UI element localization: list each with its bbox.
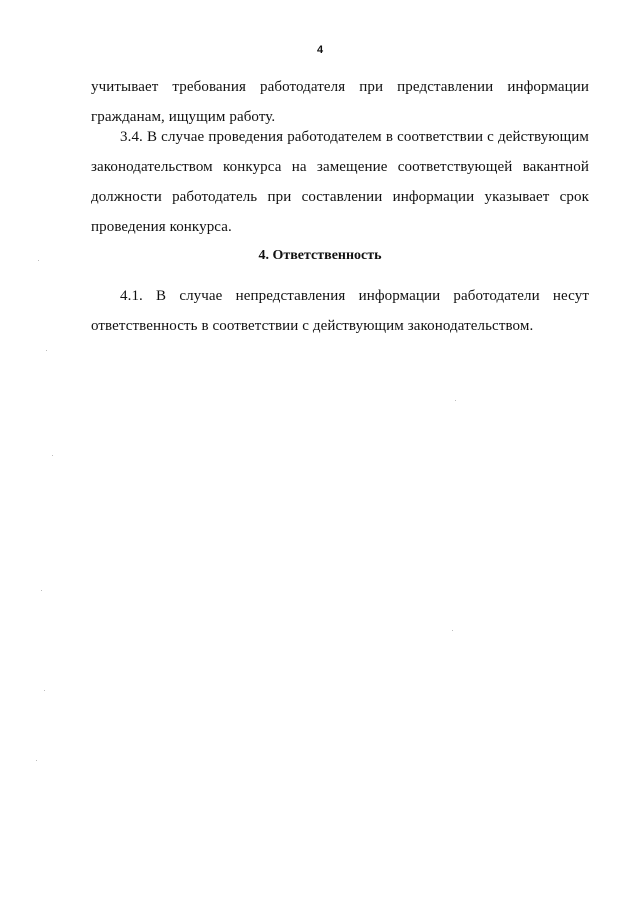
scan-speck (52, 455, 53, 456)
scan-speck (455, 400, 456, 401)
scan-speck (38, 260, 39, 261)
section-heading: 4. Ответственность (258, 248, 382, 263)
paragraph-line: проведения конкурса. (91, 219, 232, 235)
scan-speck (44, 690, 45, 691)
paragraph-line: гражданам, ищущим работу. (91, 109, 276, 125)
scan-speck (36, 760, 37, 761)
paragraph-3-4 (91, 122, 589, 242)
scan-speck (452, 630, 453, 631)
paragraph-line: 4.1. В случае непредставления информации работодатели несут (120, 288, 589, 304)
page-number: 4 (316, 44, 324, 56)
scan-speck (41, 590, 42, 591)
paragraph-line: ответственность в соответствии с действующим законодательством. (91, 318, 534, 334)
paragraph-line: учитывает требования работодателя при представлении информации (91, 79, 589, 95)
paragraph-4-1 (91, 281, 589, 341)
scan-speck (46, 350, 47, 351)
paragraph-line: законодательством конкурса на замещение соответствующей вакантной (91, 159, 589, 175)
paragraph-line: 3.4. В случае проведения работодателем в соответствии с действующим (120, 129, 589, 145)
paragraph-line: должности работодатель при составлении информации указывает срок (91, 189, 589, 205)
